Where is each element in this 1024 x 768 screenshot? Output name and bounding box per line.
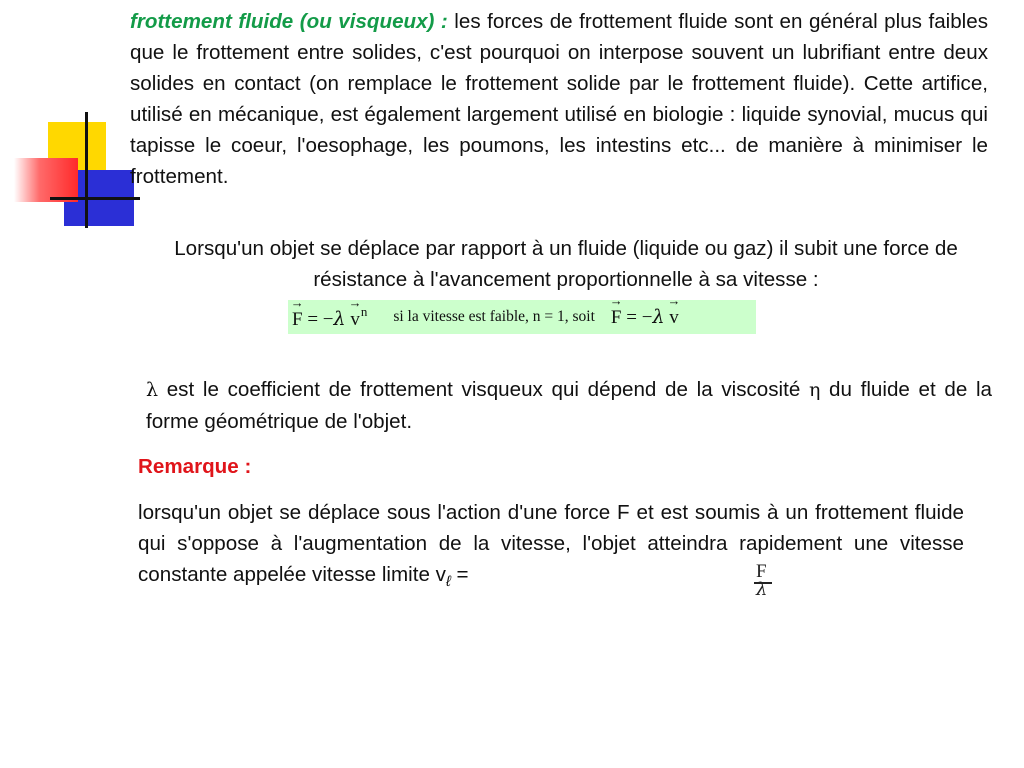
intro-paragraph xyxy=(130,6,988,192)
decorative-blocks xyxy=(0,0,140,240)
formula-general xyxy=(292,304,367,331)
velocity-vector-2: → v xyxy=(669,307,679,329)
resistance-paragraph: Lorsqu'un objet se déplace par rapport à un fluide (liquide ou gaz) il subit une force de résistance à l'avancement proportionnelle à sa vitesse : xyxy=(174,237,958,291)
limit-subscript: ℓ xyxy=(445,573,451,591)
final-equals: = xyxy=(450,563,469,586)
final-text: lorsqu'un objet se déplace sous l'action d'une force F et est soumis à un frottement fluide qui s'oppose à l'augmentation de la vitesse, l'objet atteindra rapidement une vitesse constante appelée vitesse limite v xyxy=(138,501,964,586)
remarque-title: Remarque : xyxy=(138,455,252,478)
fraction-numerator: F xyxy=(756,561,767,582)
force-vector: → F xyxy=(292,309,303,331)
eta-glyph: η xyxy=(808,379,821,401)
lambda-symbol: λ xyxy=(333,307,346,330)
fraction-denominator: λ xyxy=(756,579,768,600)
horizontal-line xyxy=(50,197,140,200)
section-heading: frottement fluide (ou visqueux) : xyxy=(130,10,448,33)
lambda-symbol-2: λ xyxy=(652,305,665,328)
lambda-text-1: est le coefficient de frottement visqueux qui dépend de la viscosité xyxy=(158,378,809,401)
equals-minus-2: = − xyxy=(621,306,653,328)
formula-linear xyxy=(611,306,679,329)
intro-text: les forces de frottement fluide sont en général plus faibles que le frottement entre solides, c'est pourquoi on interpose souvent un lubrifiant entre deux solides en contact (on remplace le frottement solide par le frottement fluide). Cette artifice, utilisé en mécanique, est également largement utilisé en biologie : liquide synovial, mucus qui tapisse le coeur, l'oesophage, les poumons, les intestins etc... de manière à minimiser le frottement. xyxy=(130,10,988,188)
exponent-n: n xyxy=(360,303,368,319)
formula-box xyxy=(288,300,756,334)
force-vector-2: → F xyxy=(611,307,622,329)
vertical-line xyxy=(85,112,88,228)
red-gradient-bar xyxy=(14,158,78,202)
lambda-text-2: du fluide et de la forme géométrique de l'objet. xyxy=(146,378,992,433)
final-paragraph xyxy=(138,497,964,597)
velocity-vector: → v xyxy=(350,309,360,331)
equals-minus: = − xyxy=(302,308,334,330)
lambda-glyph: λ xyxy=(146,379,159,401)
formula-condition: si la vitesse est faible, n = 1, soit xyxy=(393,308,595,325)
lambda-paragraph xyxy=(146,374,992,437)
